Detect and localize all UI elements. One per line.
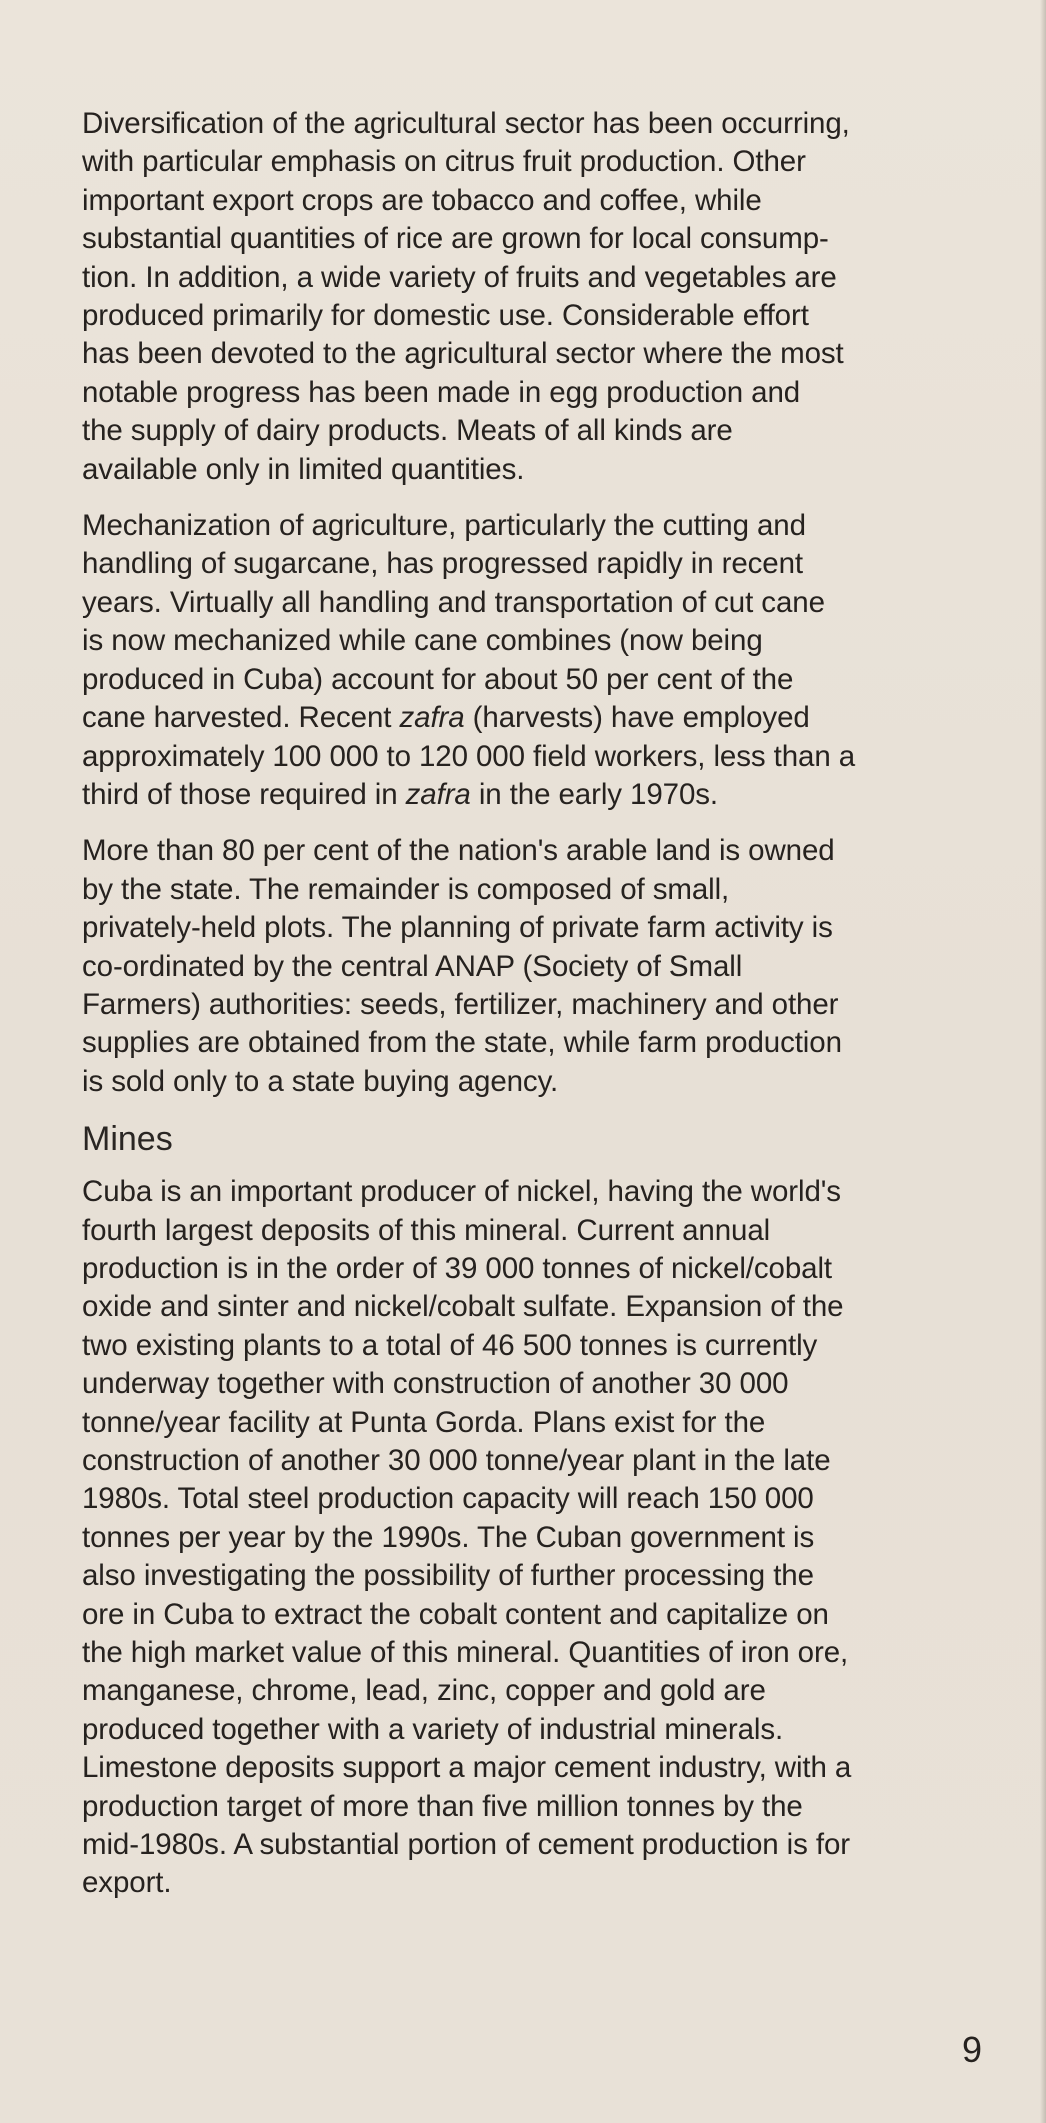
paragraph-mines: Cuba is an important producer of nickel, having the world's fourth largest deposits of this mineral. Current annual production is in the order of 39 000 tonnes of nickel/cobalt oxide and sinter and nickel/cobalt sulfate. Expansion of the two existing plants to a total of 46 500 tonnes is currently underway together with construction of another 30 000 tonne/year facility at Punta Gorda. Plans exist for the construction of another 30 000 tonne/year plant in the late 1980s. Total steel production capacity will reach 150 000 tonnes per year by the 1990s. The Cuban government is also investigating the possibility of further processing the ore in Cuba to extract the cobalt content and capitalize on the high market value of this mineral. Quantities of iron ore, manganese, chrome, lead, zinc, copper and gold are produced together with a variety of industrial minerals. Limestone deposits support a major cement industry, with a production target of more than five million tonnes by the mid-1980s. A substantial portion of cement production is for export.: [82, 1175, 852, 1900]
italic-term-zafra: zafra: [399, 701, 465, 735]
paragraph-mechanization-part-1: Mechanization of agriculture, particularly the cutting and handling of sugarcane, has progressed rapidly in recent years. Virtually all handling and transportation of cut cane is now mechanized while cane combines (now being produced in Cuba) account for about 50 per cent of the cane harvested. Recent: [82, 509, 825, 735]
paragraph-mechanization: [82, 507, 1002, 814]
paragraph-mechanization-part-2: (harvests) have employed approximately 100 000 to 120 000 field workers, less than a third of those required in: [82, 701, 856, 811]
paragraph-mechanization-part-3: in the early 1970s.: [470, 777, 719, 811]
paragraph-agriculture-diversification: Diversification of the agricultural sector has been occurring, with particular emphasis on citrus fruit production. Other important export crops are tobacco and coffee, while substantial quantities of rice are grown for local consump- tion. In addition, a wide variety of fruits and vegetables are produced primarily for domestic use. Considerable effort has been devoted to the agricultural sector where the most notable progress has been made in egg production and the supply of dairy products. Meats of all kinds are available only in limited quantities.: [82, 107, 850, 486]
page-content: [82, 105, 1002, 1921]
page-number: 9: [962, 2029, 983, 2070]
section-heading-mines: Mines: [82, 1120, 173, 1159]
page-edge-shadow: [1040, 0, 1046, 2123]
paragraph-land-ownership: More than 80 per cent of the nation's arable land is owned by the state. The remainder is composed of small, privately-held plots. The planning of private farm activity is co-ordinated by the central ANAP (Society of Small Farmers) authorities: seeds, fertilizer, machinery and other supplies are obtained from the state, while farm production is sold only to a state buying agency.: [82, 834, 842, 1098]
italic-term-zafra-2: zafra: [405, 777, 471, 811]
